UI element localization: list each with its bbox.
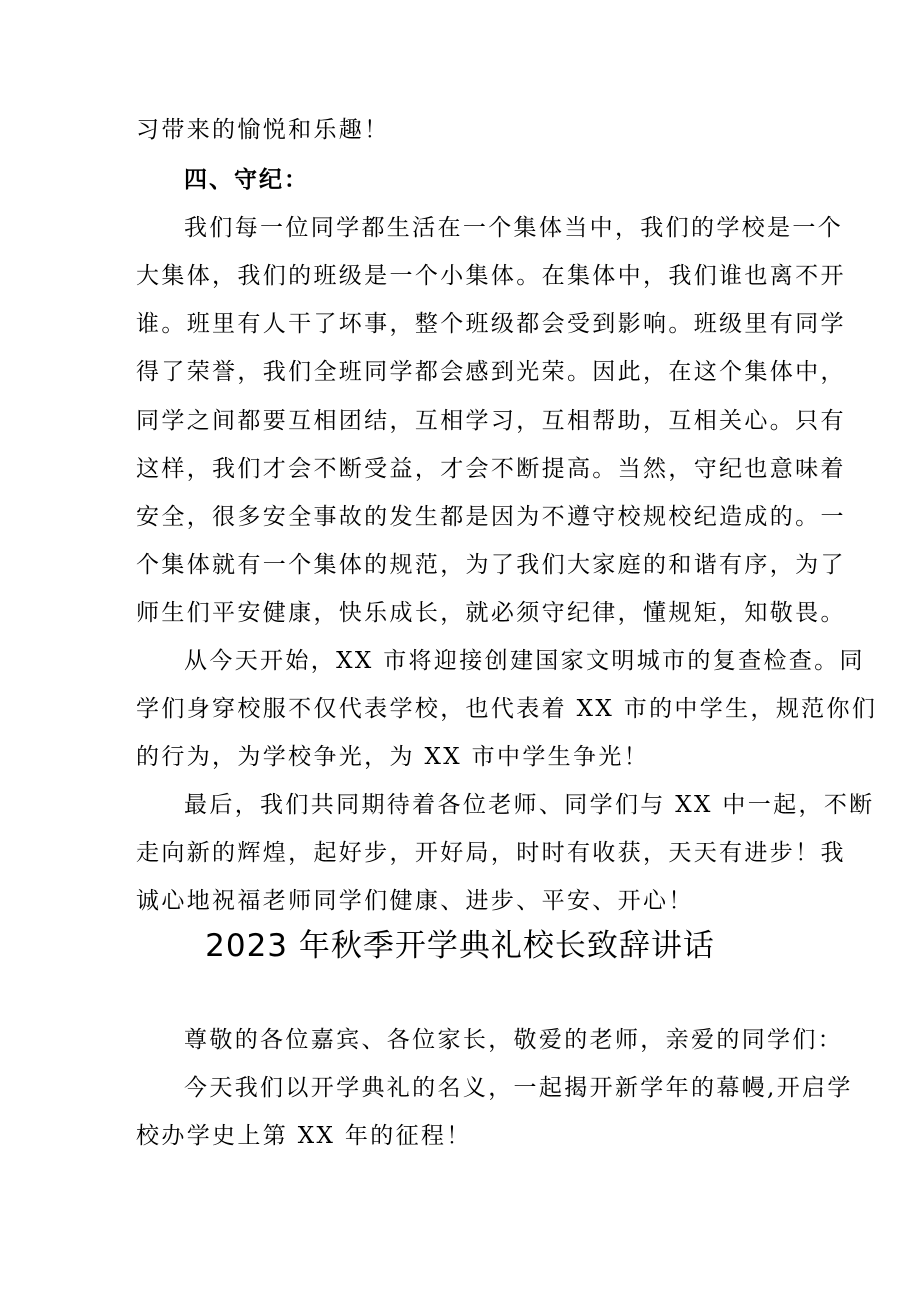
text-line: 同学之间都要互相团结，互相学习，互相帮助，互相关心。只有 xyxy=(136,408,846,434)
text-line: 师生们平安健康，快乐成长，就必须守纪律，懂规矩，知敬畏。 xyxy=(136,600,846,626)
text-line: 习带来的愉悦和乐趣！ xyxy=(136,117,390,143)
text-line: 最后，我们共同期待着各位老师、同学们与 XX 中一起，不断 xyxy=(184,792,875,818)
section-heading: 四、守纪： xyxy=(184,167,309,193)
text-line: 从今天开始，XX 市将迎接创建国家文明城市的复查检查。同 xyxy=(184,648,865,674)
text-line: 校办学史上第 XX 年的征程！ xyxy=(136,1123,472,1149)
text-line: 学们身穿校服不仅代表学校，也代表着 XX 市的中学生，规范你们 xyxy=(136,696,878,722)
document-title: 2023 年秋季开学典礼校长致辞讲话 xyxy=(205,928,715,964)
text-line: 这样，我们才会不断受益，才会不断提高。当然，守纪也意味着 xyxy=(136,456,846,482)
text-line: 的行为，为学校争光，为 XX 市中学生争光！ xyxy=(136,744,650,770)
text-line: 谁。班里有人干了坏事，整个班级都会受到影响。班级里有同学 xyxy=(136,311,846,337)
text-line: 诚心地祝福老师同学们健康、进步、平安、开心！ xyxy=(136,888,694,914)
greeting-line: 尊敬的各位嘉宾、各位家长，敬爱的老师，亲爱的同学们： xyxy=(184,1027,844,1053)
text-line: 走向新的辉煌，起好步，开好局，时时有收获，天天有进步！我 xyxy=(136,840,846,866)
text-line: 得了荣誉，我们全班同学都会感到光荣。因此，在这个集体中， xyxy=(136,359,846,385)
text-line: 安全，很多安全事故的发生都是因为不遵守校规校纪造成的。一 xyxy=(136,504,846,530)
text-line: 大集体，我们的班级是一个小集体。在集体中，我们谁也离不开 xyxy=(136,263,846,289)
text-line: 个集体就有一个集体的规范，为了我们大家庭的和谐有序，为了 xyxy=(136,552,846,578)
text-line: 我们每一位同学都生活在一个集体当中，我们的学校是一个 xyxy=(184,215,844,241)
text-line: 今天我们以开学典礼的名义，一起揭开新学年的幕幔,开启学 xyxy=(184,1075,853,1101)
